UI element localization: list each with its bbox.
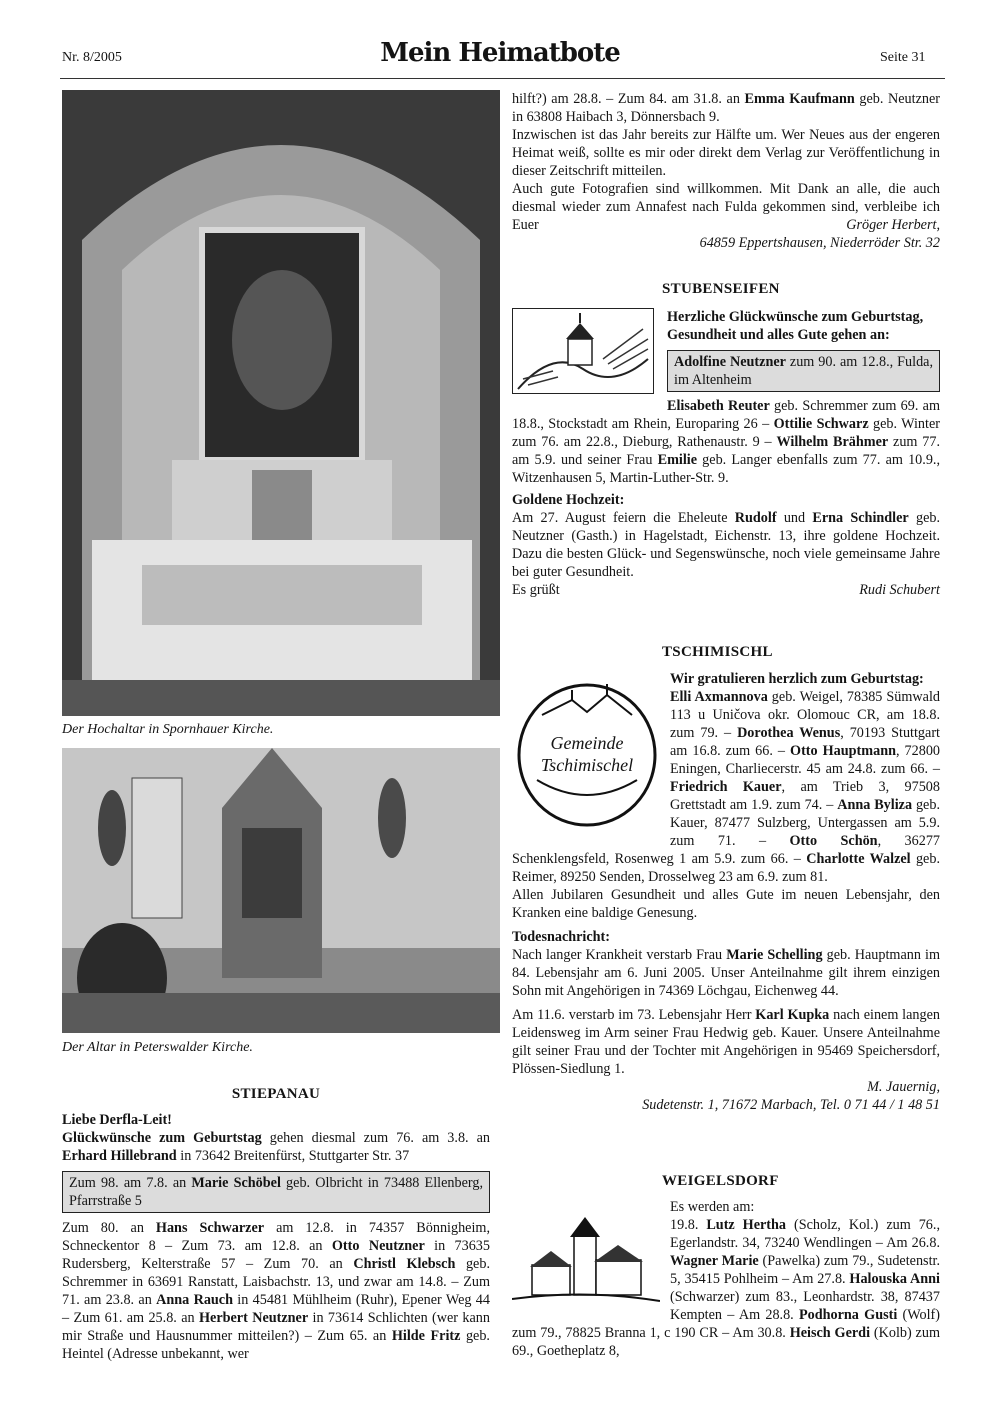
altar-illustration-1 — [62, 90, 500, 716]
seal-text: Gemeinde Tschimischel — [540, 733, 634, 775]
weigelsdorf-heading: WEIGELSDORF — [662, 1173, 779, 1189]
stiepanau-section — [62, 1085, 490, 1363]
golden-wedding-text: Am 27. August feiern die Eheleute Rudolf und Erna Schindler geb. Neutzner (Gasth.) in Hagelstadt, Eichenstr. 13, ihre goldene Hochzeit. Dazu die besten Glück- und Segenswünsche, noch viele gemeinsame Jahre bei guter Gesundheit. — [512, 510, 941, 580]
issue-number: Nr. 8/2005 — [62, 50, 122, 65]
tschimischl-list — [512, 688, 940, 1114]
golden-wedding-signature: Es grüßt Rudi Schubert — [512, 582, 940, 598]
weigelsdorf-list — [512, 1198, 940, 1360]
tschimischl-lead-block — [670, 670, 940, 688]
weigelsdorf-birthdays: 19.8. Lutz Hertha (Scholz, Kol.) zum 76., Egerlandstr. 34, 73240 Wendlingen – Am 26.8. Wagner Marie (Pawelka) zum 79., Sudetenstr. 5, 35415 Pohlheim – Am 27.8. Halouska Anni (Schwarzer) zum 83., Leonhardstr. 38, 87437 Kempten – Am 28.8. Podhorna Gusti (Wolf) zum 79., 78825 Branna 1, c 190 CR – Am 30.8. Heisch Gerdi (Kolb) zum 69., Goetheplatz 8, — [512, 1217, 940, 1359]
page-number: Seite 31 — [880, 50, 926, 65]
masthead-title: Mein Heimatbote — [380, 38, 620, 68]
continuation-thanks: Auch gute Fotografien sind willkommen. Mit Dank an alle, die auch diesmal wieder zum Annafest nach Fulda gekommen sind, verbleibe ich Euer Gröger Herbert, — [512, 181, 940, 233]
church-altar-photo-2 — [62, 748, 500, 1033]
stiepanau-highlight-box: Zum 98. am 7.8. an Marie Schöbel geb. Olbricht in 73488 Ellenberg, Pfarrstraße 5 — [62, 1171, 490, 1213]
tschimischl-lead: Wir gratulieren herzlich zum Geburtstag: — [670, 671, 924, 687]
death-notice-signature: M. Jauernig, — [867, 1079, 940, 1095]
stubenseifen-section — [512, 280, 940, 298]
stubenseifen-lead: Herzliche Glückwünsche zum Geburtstag, Gesundheit und alles Gute gehen an: — [667, 309, 924, 343]
church-altar-photo-1 — [62, 90, 500, 716]
photo-1-caption: Der Hochaltar in Spornhauer Kirche. — [62, 722, 274, 737]
altar-illustration-2 — [62, 748, 500, 1033]
stubenseifen-birthdays: Elisabeth Reuter geb. Schremmer zum 69. am 18.8., Stockstadt am Rhein, Europaring 26 – Ottilie Schwarz geb. Winter zum 76. am 22.8., Dieburg, Rathenaustr. 9 – Wilhelm Brähmer zum 77. am 5.9. und seiner Frau Emilie geb. Langer ebenfalls zum 77. am 10.9., Witzenhausen 5, Martin-Luther-Str. 9. — [512, 398, 941, 486]
continuation-request: Inzwischen ist das Jahr bereits zur Hälfte um. Wer Neues aus der engeren Heimat weiß, sollte es mir oder direkt dem Verlag zur Veröffentlichung in dieser Zeitschrift mitteilen. — [512, 127, 940, 179]
stubenseifen-church-drawing — [512, 308, 654, 394]
tschimischl-closing: Allen Jubilaren Gesundheit und alles Gute im neuen Lebensjahr, den Kranken eine baldige Genesung. — [512, 887, 940, 921]
photo-2-caption: Der Altar in Peterswalder Kirche. — [62, 1040, 253, 1055]
stiepanau-birthdays: Zum 80. an Hans Schwarzer am 12.8. in 74357 Bönnigheim, Schneckentor 8 – Zum 73. am 12.8. an Otto Neutzner in 73635 Rudersberg, Kelterstraße 57 – Zum 70. an Christl Klebsch geb. Schremmer in 63691 Ranstatt, Laisbachstr. 13, und zwar am 14.8. – Zum 71. am 23.8. an Anna Rauch in 45481 Mühlheim (Ruhr), Epener Weg 44 – Zum 61. am 25.8. an Herbert Neutzner in 73614 Schlichten (wer kann mir Straße und Hausnummer mitteilen?) – Zum 65. an Hilde Fritz geb. Heintel (Adresse unbekannt, wer — [62, 1220, 490, 1362]
continuation-section — [512, 90, 940, 252]
continuation-address: 64859 Eppertshausen, Niederröder Str. 32 — [699, 235, 940, 251]
continuation-birthdays: hilft?) am 28.8. – Zum 84. am 31.8. an Emma Kaufmann geb. Neutzner in 63808 Haibach 3, Dönnersbach 9. — [512, 91, 940, 125]
stubenseifen-heading: STUBENSEIFEN — [662, 281, 780, 297]
death-notice-heading: Todesnachricht: — [512, 929, 611, 945]
stubenseifen-list — [512, 397, 940, 599]
stiepanau-intro: Glückwünsche zum Geburtstag gehen diesmal zum 76. am 3.8. an Erhard Hillebrand in 73642 Breitenfürst, Stuttgarter Str. 37 — [62, 1130, 490, 1164]
tschimischl-birthdays: Elli Axmannova geb. Weigel, 78385 Sümwald 113 u Uničova okr. Olomouc CR, am 18.8. zum 79. – Dorothea Wenus, 70193 Stuttgart am 16.8. zum 66. – Otto Hauptmann, 72800 Eningen, Charliecerstr. 45 am 24.8. zum 66. – Friedrich Kauer, am Trieb 3, 97508 Grettstadt am 1.9. zum 74. – Anna Byliza geb. Kauer, 87477 Sulzberg, Untergassen am 5.9. zum 71. – Otto Schön, 36277 Schenklengsfeld, Rosenweg 1 am 5.9. zum 66. – Charlotte Walzel geb. Reimer, 89250 Senden, Drosselweg 23 am 6.9. zum 81. — [512, 689, 941, 885]
death-notice-1: Nach langer Krankheit verstarb Frau Marie Schelling geb. Hauptmann im 84. Lebensjahr am 6. Juni 2005. Unser Anteilnahme gilt ihrem einzigen Sohn mit Angehörigen in 74369 Löchgau, Eichenweg 44. — [512, 947, 941, 999]
weigelsdorf-lead: Es werden am: — [670, 1199, 755, 1215]
tschimischl-section — [512, 643, 940, 661]
death-notice-address: Sudetenstr. 1, 71672 Marbach, Tel. 0 71 44 / 1 48 51 — [642, 1097, 940, 1113]
stubenseifen-lead-block — [667, 308, 940, 392]
weigelsdorf-section — [512, 1172, 940, 1190]
stiepanau-greeting: Liebe Derfla-Leit! — [62, 1112, 172, 1128]
stiepanau-heading: STIEPANAU — [231, 1086, 321, 1102]
tschimischl-heading: TSCHIMISCHL — [662, 644, 773, 660]
stubenseifen-highlight-box: Adolfine Neutzner zum 90. am 12.8., Fulda, im Altenheim — [667, 350, 940, 392]
header-rule — [60, 78, 945, 79]
golden-wedding-heading: Goldene Hochzeit: — [512, 492, 625, 508]
death-notice-2: Am 11.6. verstarb im 73. Lebensjahr Herr Karl Kupka nach einem langen Leidensweg im Arm seiner Frau Hedwig geb. Kauer. Unsere Anteilnahme gilt seiner Frau und der Tochter mit Angehörigen in 95469 Speichersdorf, Plössen-Siedlung 1. — [512, 1007, 940, 1077]
church-sketch-icon — [513, 309, 653, 393]
